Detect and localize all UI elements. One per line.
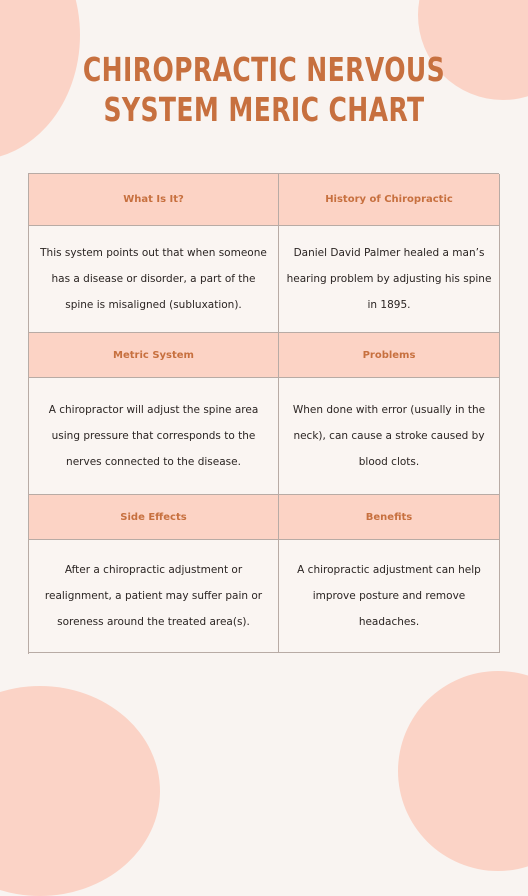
table-cell-metric-system: A chiropractor will adjust the spine area using pressure that corresponds to the nerves connected to the disease. <box>29 378 279 495</box>
decorative-blob-bottom-left <box>0 686 160 896</box>
decorative-blob-bottom-right <box>398 671 528 871</box>
page-title <box>63 50 464 130</box>
table-header-history: History of Chiropractic <box>279 174 500 226</box>
table-cell-problems: When done with error (usually in the neck), can cause a stroke caused by blood clots. <box>279 378 500 495</box>
table-cell-side-effects: After a chiropractic adjustment or realignment, a patient may suffer pain or soreness around the treated area(s). <box>29 540 279 653</box>
table-header-metric-system: Metric System <box>29 333 279 378</box>
table-header-benefits: Benefits <box>279 495 500 540</box>
table-header-side-effects: Side Effects <box>29 495 279 540</box>
table-cell-benefits: A chiropractic adjustment can help improve posture and remove headaches. <box>279 540 500 653</box>
table-header-what-is-it: What Is It? <box>29 174 279 226</box>
title-line-1: CHIROPRACTIC NERVOUS <box>82 50 446 89</box>
chart-table <box>28 173 499 654</box>
table-cell-what-is-it: This system points out that when someone has a disease or disorder, a part of the spine is misaligned (subluxation). <box>29 226 279 333</box>
title-line-2: SYSTEM MERIC CHART <box>103 90 425 129</box>
table-header-problems: Problems <box>279 333 500 378</box>
table-cell-history: Daniel David Palmer healed a man’s hearing problem by adjusting his spine in 1895. <box>279 226 500 333</box>
